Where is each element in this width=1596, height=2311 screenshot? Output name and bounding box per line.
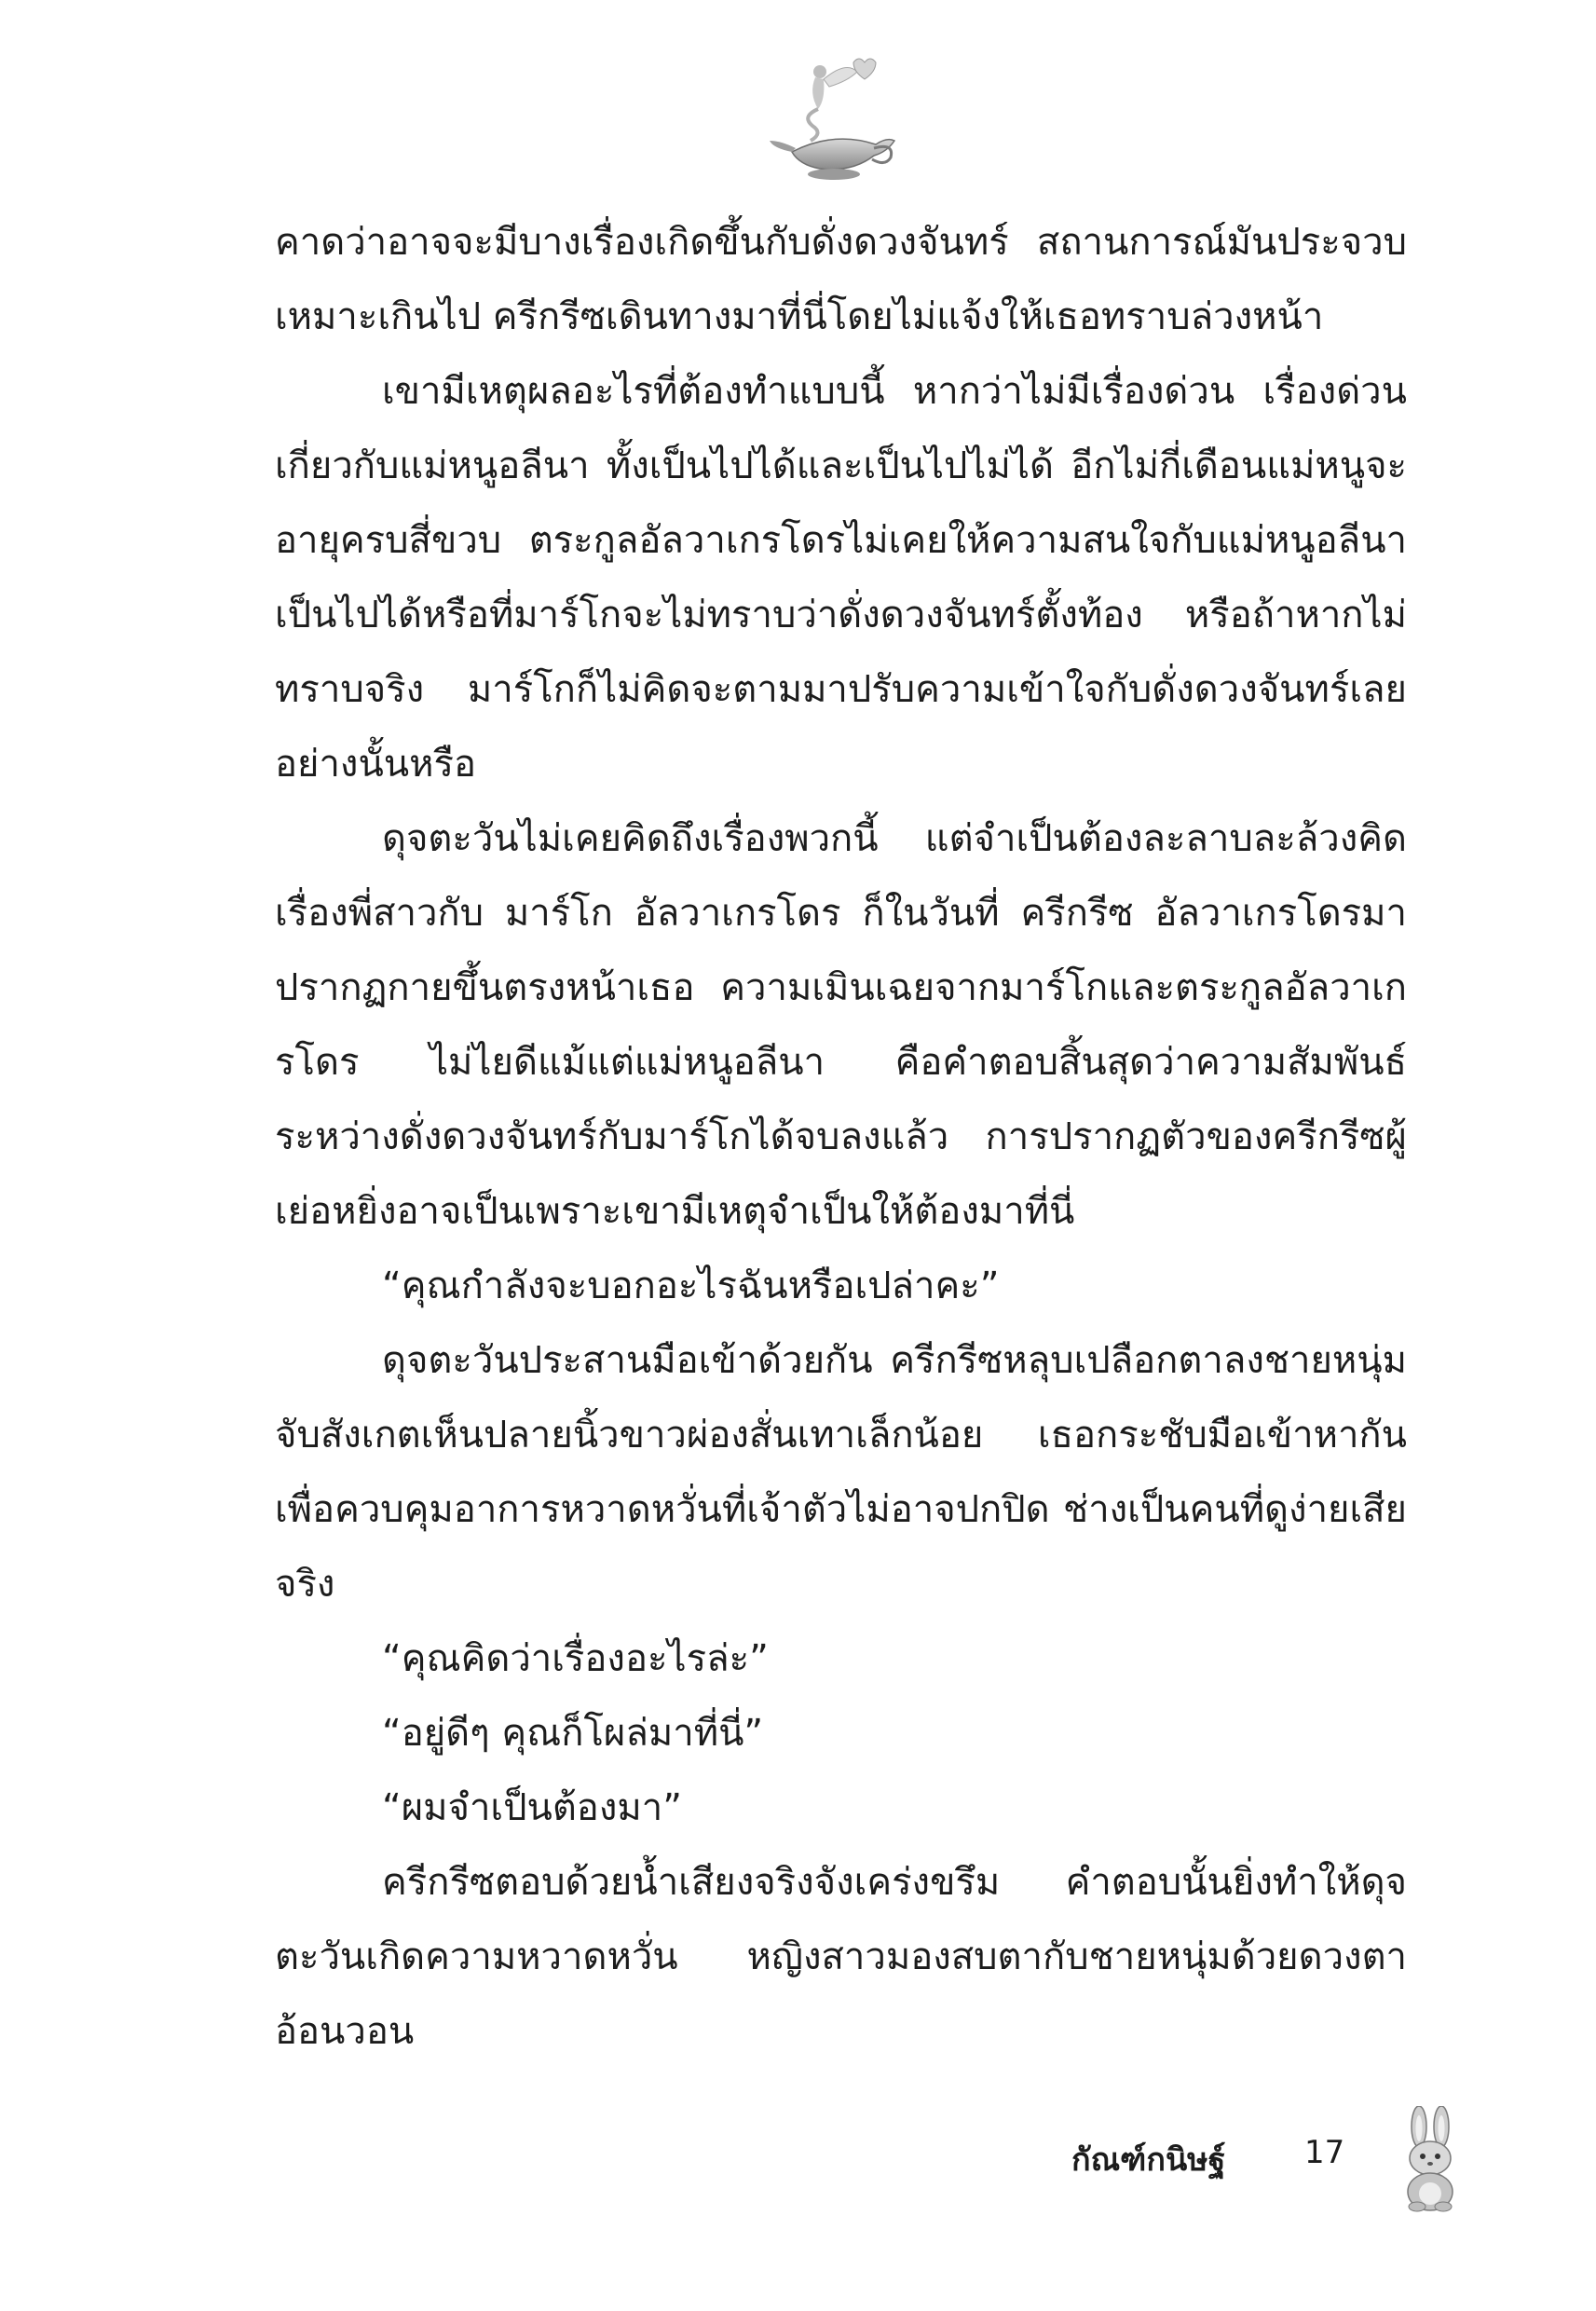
paragraph: เขามีเหตุผลอะไรที่ต้องทำแบบนี้ หากว่าไม่มีเรื่องด่วน เรื่องด่วนเกี่ยวกับแม่หนูอลีนา ทั้งเป็นไปได้และเป็นไปไม่ได้ อีกไม่กี่เดือนแม่หนูจะอายุครบสี่ขวบ ตระกูลอัลวาเกรโดรไม่เคยให้ความสนใจกับแม่หนูอลีนา เป็นไปได้หรือที่มาร์โกจะไม่ทราบว่าดั่งดวงจันทร์ตั้งท้อง หรือถ้าหากไม่ทราบจริง มาร์โกก็ไม่คิดจะตามมาปรับความเข้าใจกับดั่งดวงจันทร์เลยอย่างนั้นหรือ: [275, 370, 1407, 786]
paragraph: ดุจตะวันไม่เคยคิดถึงเรื่องพวกนี้ แต่จำเป็นต้องละลาบละล้วงคิดเรื่องพี่สาวกับ มาร์โก อัลวาเกรโดร ก็ในวันที่ ครีกรีซ อัลวาเกรโดรมาปรากฏกายขึ้นตรงหน้าเธอ ความเมินเฉยจากมาร์โกและตระกูลอัลวาเกรโดร ไม่ไยดีแม้แต่แม่หนูอลีนา คือคำตอบสิ้นสุดว่าความสัมพันธ์ระหว่างดั่งดวงจันทร์กับมาร์โกได้จบลงแล้ว การปรากฏตัวของครีกรีซผู้เย่อหยิ่งอาจเป็นเพราะเขามีเหตุจำเป็นให้ต้องมาที่นี่: [275, 817, 1407, 1233]
paragraph: คาดว่าอาจจะมีบางเรื่องเกิดขึ้นกับดั่งดวงจันทร์ สถานการณ์มันประจวบเหมาะเกินไป ครีกรีซเดินทางมาที่นี่โดยไม่แจ้งให้เธอทราบล่วงหน้า: [275, 221, 1407, 338]
dialogue-line: “คุณคิดว่าเรื่องอะไรล่ะ”: [382, 1637, 769, 1680]
paragraph: ดุจตะวันประสานมือเข้าด้วยกัน ครีกรีซหลุบเปลือกตาลงชายหนุ่มจับสังเกตเห็นปลายนิ้วขาวผ่องสั่นเทาเล็กน้อย เธอกระชับมือเข้าหากันเพื่อควบคุมอาการหวาดหวั่นที่เจ้าตัวไม่อาจปกปิด ช่างเป็นคนที่ดูง่ายเสียจริง: [275, 1339, 1407, 1606]
page-footer: [1071, 2106, 1444, 2218]
paragraph: ครีกรีซตอบด้วยน้ำเสียงจริงจังเคร่งขรึม คำตอบนั้นยิ่งทำให้ดุจตะวันเกิดความหวาดหวั่น หญิงสาวมองสบตากับชายหนุ่มด้วยดวงตาอ้อนวอน: [275, 1861, 1407, 2053]
page-body: [275, 205, 1407, 2069]
genie-lamp-ornament-icon: [764, 51, 904, 191]
page-number: 17: [1304, 2134, 1345, 2171]
dialogue-line: “ผมจำเป็นต้องมา”: [382, 1786, 682, 1829]
dialogue-line: “อยู่ดีๆ คุณก็โผล่มาที่นี่”: [382, 1712, 764, 1755]
author-name: กัณฑ์กนิษฐ์: [1071, 2141, 1226, 2179]
rabbit-icon: [1393, 2106, 1467, 2213]
dialogue-line: “คุณกำลังจะบอกอะไรฉันหรือเปล่าคะ”: [382, 1265, 1000, 1307]
